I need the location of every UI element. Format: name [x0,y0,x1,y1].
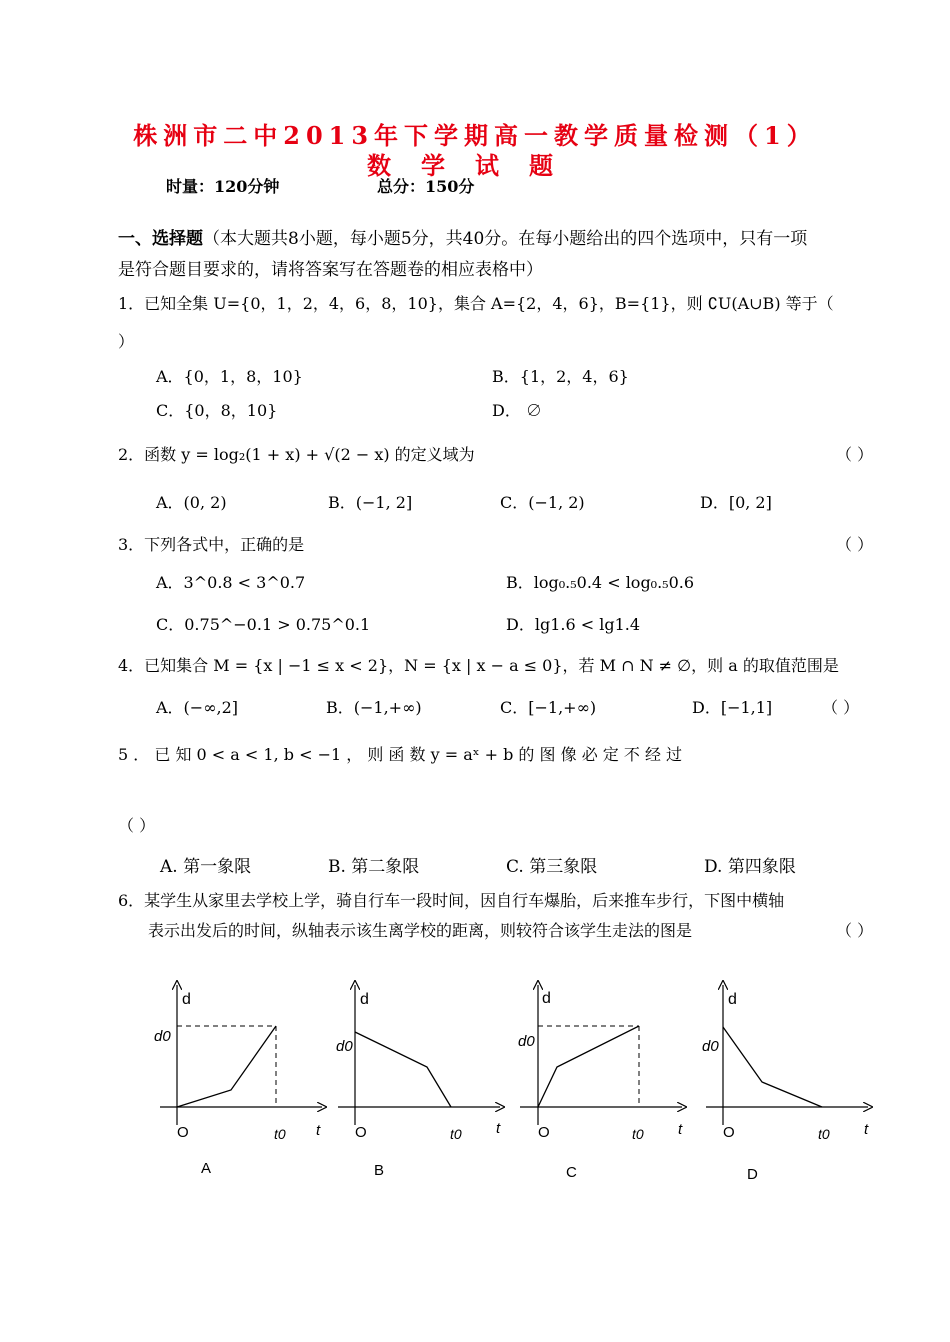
graph-b [330,975,510,1185]
distance-curve [177,1026,276,1107]
q3-paren: （ ） [836,535,874,554]
exam-title: 株洲市二中2013年下学期高一教学质量检测（1） [133,121,817,150]
q2-option-d: D．[0, 2] [700,493,772,512]
graph-d [698,975,878,1185]
graph-label: C [566,1164,577,1181]
origin-label: O [177,1124,189,1141]
graph-label: D [747,1166,758,1183]
q6-line2: 表示出发后的时间，纵轴表示该生离学校的距离，则较符合该学生走法的图是 [148,921,693,940]
y-label: d [728,991,737,1008]
x-label: t [316,1122,321,1139]
y-label: d [542,990,551,1007]
q6-line1: 6．某学生从家里去学校上学，骑自行车一段时间，因自行车爆胎，后来推车步行，下图中横轴 [118,891,785,910]
q2-stem: 2．函数 y = log₂(1 + x) + √(2 − x) 的定义域为 [118,445,475,464]
q3-option-a: A．3^0.8 < 3^0.7 [156,573,306,592]
x-label: t [864,1121,869,1138]
q5-option-a: A. 第一象限 [160,857,252,877]
y-label: d [182,991,191,1008]
q5-stem: 5 ． 已 知 0 < a < 1, b < −1 ， 则 函 数 y = aˣ + b 的 图 像 必 定 不 经 过 [118,745,683,764]
q1-option-d: D． ∅ [492,401,542,420]
exam-meta [166,174,566,197]
q1-stem-end: ） [118,332,135,351]
q2-option-b: B．(−1, 2] [328,493,413,512]
distance-curve [355,1032,451,1107]
q1-option-b: B．{1，2，4，6} [492,367,629,386]
origin-label: O [723,1124,735,1141]
q4-option-c: C．[−1,+∞) [500,698,597,717]
graph-a [150,975,330,1185]
origin-label: O [538,1124,550,1141]
d0-label: d0 [702,1038,719,1055]
q3-option-d: D．lg1.6 < lg1.4 [506,615,641,634]
d0-label: d0 [154,1028,171,1045]
q5-option-c: C. 第三象限 [506,857,598,877]
q5-paren: （ ） [118,816,156,835]
q2-paren: （ ） [836,445,874,464]
d0-label: d0 [336,1038,353,1055]
t0-label: t0 [632,1126,644,1142]
d0-label: d0 [518,1033,535,1050]
t0-label: t0 [818,1126,830,1142]
q4-option-d: D．[−1,1] [692,698,773,717]
q4-stem: 4．已知集合 M = {x | −1 ≤ x < 2}，N = {x | x − a ≤ 0}，若 M ∩ N ≠ ∅，则 a 的取值范围是 [118,656,839,675]
q1-stem: 1．已知全集 U={0，1，2，4，6，8，10}，集合 A={2，4，6}，B={1}，则 ∁U(A∪B) 等于（ [118,294,834,313]
q1-option-a: A．{0，1，8，10} [156,367,303,386]
graph-label: A [201,1160,212,1177]
t0-label: t0 [274,1126,286,1142]
q2-option-a: A．(0, 2) [156,493,227,512]
q6-paren: （ ） [836,921,874,940]
section-1-desc-2: 是符合题目要求的，请将答案写在答题卷的相应表格中） [118,260,543,280]
q5-option-b: B. 第二象限 [328,857,420,877]
q5-option-d: D. 第四象限 [704,857,796,877]
x-label: t [678,1121,683,1138]
y-label: d [360,991,369,1008]
exam-total: 总分：150分 [376,177,475,196]
q3-option-c: C．0.75^−0.1 > 0.75^0.1 [156,615,371,634]
q3-option-b: B．log₀.₅0.4 < log₀.₅0.6 [506,573,695,592]
q3-stem: 3．下列各式中，正确的是 [118,535,305,554]
q2-option-c: C．(−1, 2) [500,493,585,512]
q4-option-b: B．(−1,+∞) [326,698,422,717]
distance-curve [723,1027,822,1107]
t0-label: t0 [450,1126,462,1142]
section-1-line1 [118,224,807,249]
x-label: t [496,1120,501,1137]
q1-option-c: C．{0，8，10} [156,401,278,420]
exam-time: 时量：120分钟 [166,177,280,196]
distance-curve [538,1026,639,1107]
graph-c [512,975,692,1185]
origin-label: O [355,1124,367,1141]
section-1-heading: 一、选择题 [118,229,203,249]
section-1-desc-1: （本大题共8小题，每小题5分，共40分。在每小题给出的四个选项中，只有一项 [203,229,808,249]
graph-label: B [374,1162,385,1179]
exam-subtitle: 数学试题 [367,151,583,180]
q4-option-a: A．(−∞,2] [156,698,239,717]
q4-paren: （ ） [822,698,860,717]
